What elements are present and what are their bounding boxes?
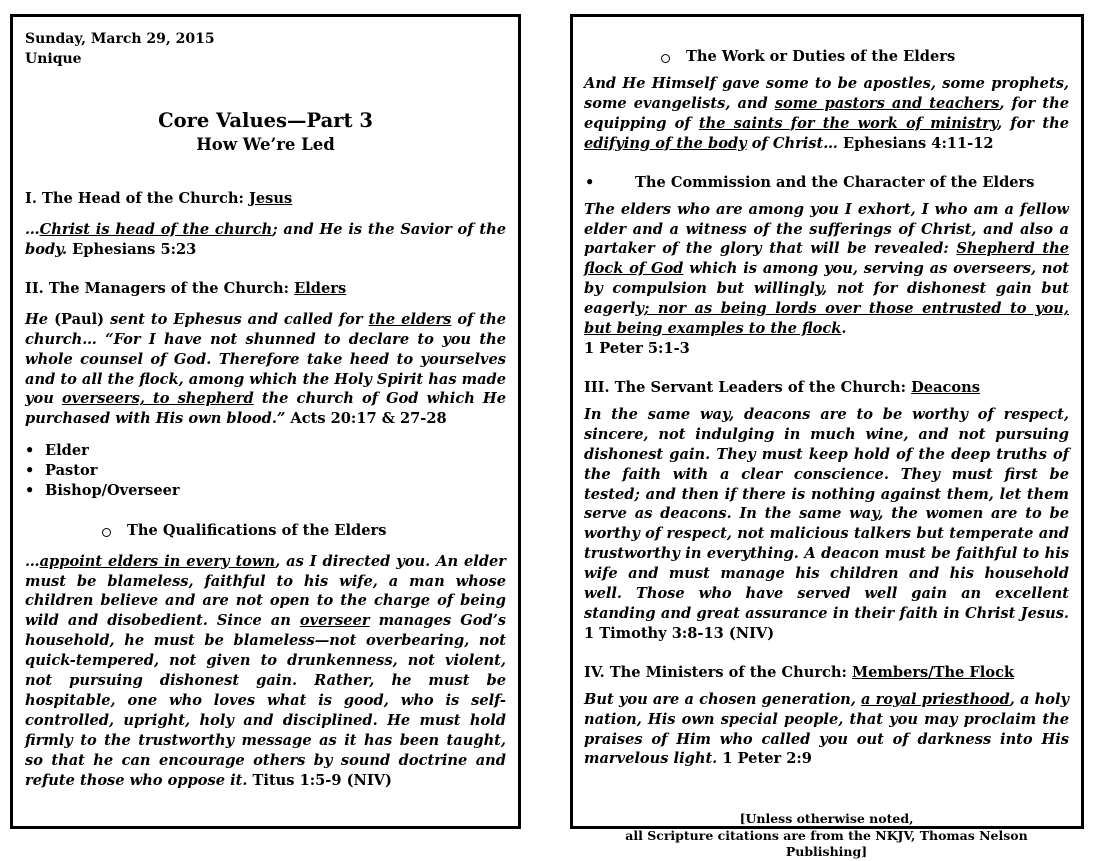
quote-text: In the same way, deacons are to be worthy of respect, sincere, not indulging in much wine, and not pursuing dishonest gain. They must keep hold of the deep truths of the faith with a clear conscience. They must first be tested; and then if there is nothing against them, let them serve as deacons. In the same way, the women are to be worthy of respect, not malicious talkers but temperate and trustworthy in everything. A deacon must be faithful to his wife and must manage his children and his household well. Those who have served well gain an excellent standing and great assurance in their faith in Christ Jesus. <box>584 405 1069 622</box>
quote-ephesians-5 <box>25 220 506 260</box>
scripture-ref: Ephesians 4:11-12 <box>837 134 994 152</box>
quote-underlined: the saints for the work of ministry <box>698 114 998 132</box>
scripture-ref: Acts 20:17 & 27-28 <box>285 410 447 428</box>
circle-bullet-icon <box>661 54 670 63</box>
section-ministers <box>584 663 1069 683</box>
scripture-ref: Ephesians 5:23 <box>72 240 197 258</box>
page-title: Core Values—Part 3 <box>158 109 373 132</box>
quote-underlined: ; nor as being lords over those entrusted to you, but being examples to the flock <box>584 300 1069 338</box>
quote-text: ; and He is the Savior of the body. <box>25 221 506 258</box>
scripture-ref: 1 Peter 2:9 <box>717 750 812 768</box>
quote-text: manages God’s household, he must be blameless—not overbearing, not quick-tempered, not given to drunkenness, not violent, not pursuing dishonest gain. Rather, he must be hospitable, one who loves what is good, who is self-controlled, upright, holy and disciplined. He must hold firmly to the trustworthy message as it has been taught, so that he can encourage others by sound doctrine and refute those who oppose it. <box>25 612 506 789</box>
subheading-label: The Commission and the Character of the Elders <box>635 173 1035 191</box>
section-label: III. The Servant Leaders of the Church: <box>584 378 912 396</box>
quote-underlined: Christ is head of the church <box>39 221 273 238</box>
section-deacons <box>584 378 1069 398</box>
quote-1-peter-5 <box>584 200 1069 359</box>
list-item: • Pastor <box>25 461 506 481</box>
quote-text: the church of God which He purchased with His own blood.” <box>25 390 506 428</box>
quote-text: of the church… “For I have not shunned to declare to you the whole counsel of God. Therefore take heed to yourselves and to all the flock, among which the Holy Spirit has made you <box>25 310 507 408</box>
left-page <box>10 14 521 829</box>
subheading-commission <box>584 173 1069 193</box>
date-line: Sunday, March 29, 2015 <box>25 31 215 47</box>
list-item: • Elder <box>25 441 506 461</box>
series-tag: Unique <box>25 51 82 67</box>
scripture-ref: 1 Timothy 3:8-13 (NIV) <box>584 624 775 642</box>
quote-ephesians-4 <box>584 74 1069 154</box>
quote-text: , as I directed you. An elder must be blameless, faithful to his wife, a man whose children believe and are not open to the charge of being wild and disobedient. Since an <box>25 552 506 630</box>
quote-underlined: appoint elders in every town <box>39 552 276 570</box>
bullet-icon: • <box>585 173 595 191</box>
list-item: • Bishop/Overseer <box>25 481 506 501</box>
footnote-line-1: [Unless otherwise noted, <box>739 811 914 827</box>
page-subtitle: How We’re Led <box>196 135 335 154</box>
section-label: I. The Head of the Church: <box>25 190 249 207</box>
quote-text: The elders who are among you I exhort, I who am a fellow elder and a witness of the sufferings of Christ, and also a partaker of the glory that will be revealed: <box>584 200 1069 258</box>
quote-titus-1 <box>25 552 506 791</box>
section-keyword: Deacons <box>911 378 980 396</box>
quote-1-timothy-3 <box>584 405 1069 644</box>
quote-underlined: the elders <box>368 310 452 328</box>
section-managers <box>25 279 506 299</box>
footnote-line-2: all Scripture citations are from the NKJV, Thomas Nelson Publishing] <box>625 827 1028 860</box>
section-label: II. The Managers of the Church: <box>25 279 295 297</box>
quote-text: . <box>841 320 847 338</box>
quote-underlined: Shepherd the flock of God <box>584 240 1069 278</box>
quote-underlined: a royal priesthood <box>861 690 1010 708</box>
quote-acts-20 <box>25 310 506 429</box>
right-page <box>570 14 1084 860</box>
quote-text: , a holy nation, His own special people, that you may proclaim the praises of Him who called you out of darkness into His marvelous light. <box>584 690 1069 768</box>
quote-text: He <box>25 310 55 328</box>
quote-text: But you are a chosen generation, <box>584 690 862 708</box>
elder-titles-list <box>25 441 506 500</box>
footnote <box>584 811 1069 861</box>
quote-text: , for the <box>997 114 1069 132</box>
section-label: IV. The Ministers of the Church: <box>584 663 852 681</box>
quote-text: … <box>25 552 40 570</box>
quote-text: of Christ… <box>746 134 838 152</box>
quote-underlined: edifying of the body <box>584 134 747 152</box>
scripture-ref: Titus 1:5-9 (NIV) <box>247 771 392 789</box>
section-keyword: Members/The Flock <box>851 663 1015 681</box>
section-head-of-church <box>25 189 506 209</box>
quote-aside: (Paul) <box>54 310 105 328</box>
section-keyword: Jesus <box>248 190 293 207</box>
quote-text: sent to Ephesus and called for <box>104 310 369 328</box>
quote-underlined: some pastors and teachers <box>774 94 1000 112</box>
scripture-ref: 1 Peter 5:1-3 <box>584 339 690 357</box>
subheading-label: The Work or Duties of the Elders <box>686 48 956 65</box>
subheading-qualifications <box>25 521 506 541</box>
quote-1-peter-2 <box>584 690 1069 770</box>
quote-text: And He Himself gave some to be apostles, some prophets, some evangelists, and <box>584 75 1069 112</box>
subheading-work <box>584 47 1069 67</box>
quote-underlined: overseers, to shepherd <box>61 390 254 408</box>
subheading-label: The Qualifications of the Elders <box>127 521 387 539</box>
quote-underlined: overseer <box>299 612 370 630</box>
quote-text: , for the equipping of <box>584 94 1069 132</box>
circle-bullet-icon <box>102 528 111 537</box>
quote-text: which is among you, serving as overseers, not by compulsion but willingly, not for dishonest gain but eagerly <box>584 260 1069 318</box>
quote-text: … <box>25 221 40 238</box>
section-keyword: Elders <box>294 279 347 297</box>
